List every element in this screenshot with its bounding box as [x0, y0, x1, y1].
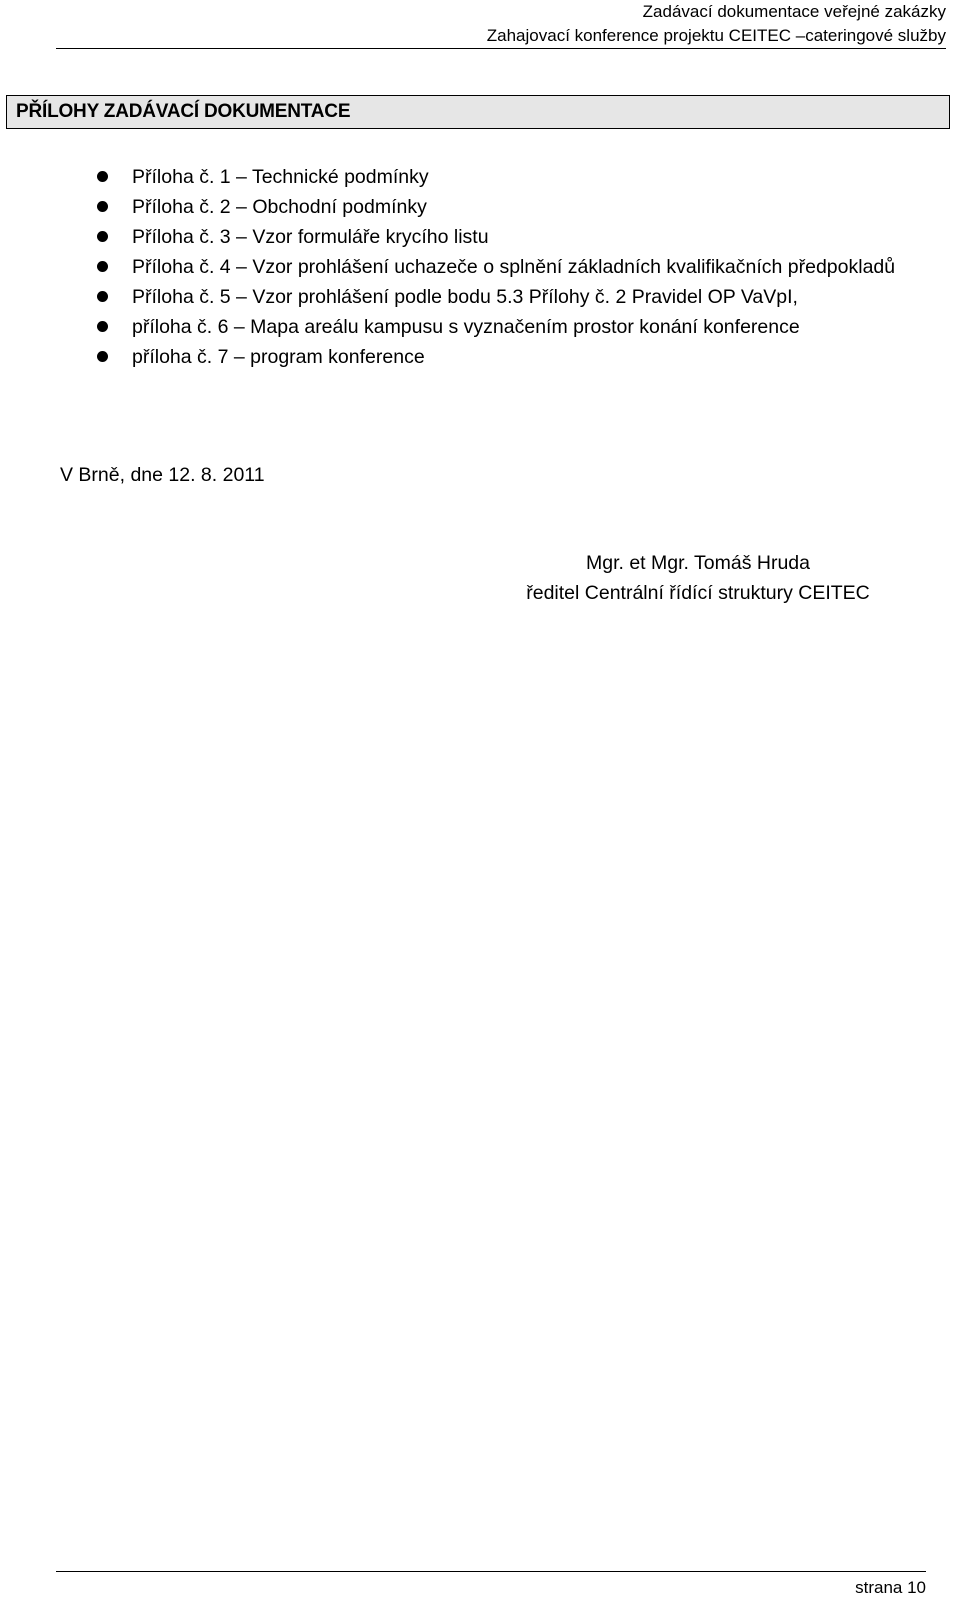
page-header — [56, 0, 946, 49]
list-item — [0, 282, 960, 312]
bullet-icon — [97, 321, 108, 332]
list-item-text: Příloha č. 4 – Vzor prohlášení uchazeče o splnění základních kvalifikačních předpokladů — [132, 256, 896, 278]
list-item-text: Příloha č. 5 – Vzor prohlášení podle bodu 5.3 Přílohy č. 2 Pravidel OP VaVpI, — [132, 286, 798, 308]
list-item — [0, 312, 960, 342]
list-item-text: Příloha č. 1 – Technické podmínky — [132, 166, 429, 188]
list-item-text: příloha č. 7 – program konference — [132, 346, 425, 368]
section-heading: PŘÍLOHY ZADÁVACÍ DOKUMENTACE — [6, 95, 950, 129]
list-item — [0, 222, 960, 252]
bullet-icon — [97, 351, 108, 362]
signatory-title: ředitel Centrální řídící struktury CEITEC — [526, 582, 870, 604]
header-document-title: Zadávací dokumentace veřejné zakázky — [642, 2, 946, 21]
attachment-list — [0, 162, 960, 372]
bullet-icon — [97, 261, 108, 272]
bullet-icon — [97, 231, 108, 242]
list-item — [0, 252, 960, 282]
signature-block — [480, 548, 916, 608]
signatory-name: Mgr. et Mgr. Tomáš Hruda — [586, 552, 810, 574]
list-item — [0, 342, 960, 372]
date-line: V Brně, dne 12. 8. 2011 — [60, 464, 265, 486]
list-item — [0, 192, 960, 222]
header-project-title: Zahajovací konference projektu CEITEC –cateringové služby — [486, 26, 946, 45]
list-item-text: příloha č. 6 – Mapa areálu kampusu s vyznačením prostor konání konference — [132, 316, 800, 338]
page-number: strana 10 — [855, 1578, 926, 1597]
page-footer — [56, 1571, 926, 1601]
list-item — [0, 162, 960, 192]
bullet-icon — [97, 171, 108, 182]
list-item-text: Příloha č. 3 – Vzor formuláře krycího listu — [132, 226, 489, 248]
bullet-icon — [97, 291, 108, 302]
list-item-text: Příloha č. 2 – Obchodní podmínky — [132, 196, 427, 218]
bullet-icon — [97, 201, 108, 212]
